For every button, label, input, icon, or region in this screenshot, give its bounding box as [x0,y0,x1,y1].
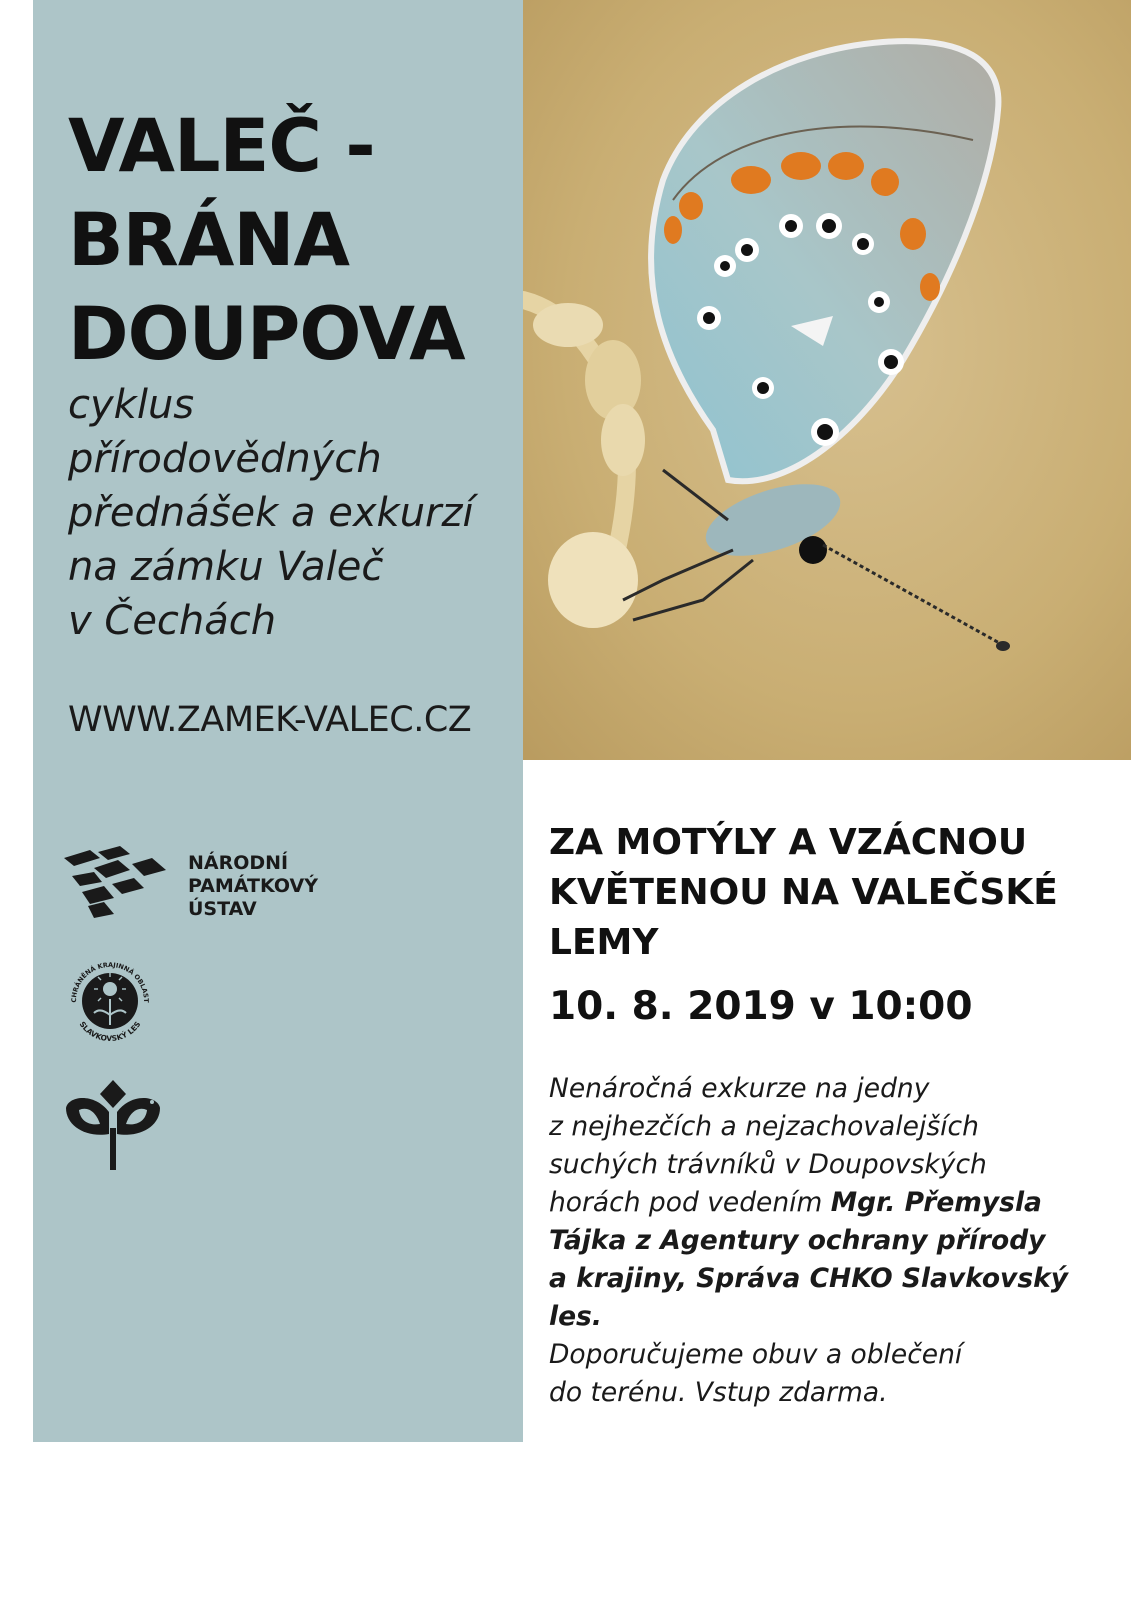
subtitle-line: přednášek a exkurzí [68,490,474,536]
description-line: suchých trávníků v Doupovských [549,1149,987,1180]
description-line [549,1184,1068,1222]
subtitle-line: cyklus [68,382,195,428]
event-title [549,818,1058,968]
website-link[interactable]: WWW.ZAMEK-VALEC.CZ [68,700,472,740]
aopk-plant-logo [64,1078,162,1170]
series-title-line: DOUPOVA [68,292,465,377]
description-line [549,1260,1068,1298]
event-title-line: ZA MOTÝLY A VZÁCNOU [549,822,1028,863]
chko-slavkovsky-les-logo [64,955,156,1047]
event-date: 10. 8. 2019 v 10:00 [549,984,973,1029]
guide-name: a krajiny, Správa CHKO Slavkovský [549,1263,1068,1294]
description-line: Nenáročná exkurze na jedny [549,1073,930,1104]
npu-logo-line: PAMÁTKOVÝ [188,875,318,897]
series-title [68,100,465,382]
description-line: z nejhezčích a nejzachovalejších [549,1111,979,1142]
description-line [549,1222,1068,1260]
svg-text:SLAVKOVSKÝ LES: SLAVKOVSKÝ LES [77,1019,143,1044]
subtitle-line: přírodovědných [68,436,382,482]
description-line: do terénu. Vstup zdarma. [549,1377,888,1408]
npu-logo-icon [64,846,168,918]
npu-logo-line: NÁRODNÍ [188,852,289,874]
subtitle-line: v Čechách [68,598,277,644]
description-line [549,1298,1068,1336]
subtitle-line: na zámku Valeč [68,544,384,590]
svg-text:CHRÁNĚNÁ KRAJINNÁ OBLAST: CHRÁNĚNÁ KRAJINNÁ OBLAST [69,960,151,1003]
description-text: horách pod vedením [549,1187,831,1218]
npu-logo-line: ÚSTAV [188,898,257,920]
guide-name: les. [549,1301,602,1332]
event-description [549,1070,1068,1412]
event-title-line: LEMY [549,922,659,963]
description-line: Doporučujeme obuv a oblečení [549,1339,963,1370]
event-title-line: KVĚTENOU NA VALEČSKÉ [549,872,1058,913]
butterfly-photo [523,0,1131,760]
guide-name: Tájka z Agentury ochrany přírody [549,1225,1046,1256]
series-subtitle [68,378,474,648]
series-title-line: BRÁNA [68,198,349,283]
guide-name: Mgr. Přemysla [830,1187,1042,1218]
npu-logo-text [188,852,318,921]
series-title-line: VALEČ - [68,104,375,189]
